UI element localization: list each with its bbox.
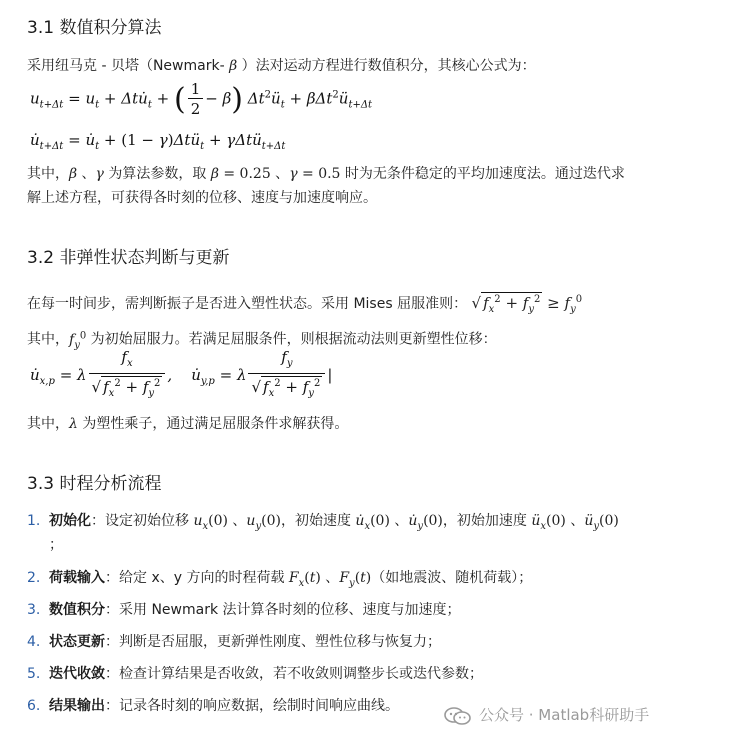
list-item: 1. 初始化：设定初始位移 $u_x(0)$ 、$u_y(0)$，初始速度 $u̇_x(0)$ 、$u̇_y(0)$，初始加速度 $ü_x(0)$ 、$ü_y(0)$ [27, 513, 619, 532]
wechat-icon [443, 706, 473, 726]
list-item-continuation: ； [49, 537, 63, 553]
section-title-3-1: 3.1 数值积分算法 [27, 18, 162, 38]
section-title-3-3: 3.3 时程分析流程 [27, 474, 162, 494]
sec32-explain-line2: 其中，λ 为塑性乘子，通过满足屈服条件求解获得。 [27, 416, 349, 432]
sec32-explain-line1: 其中，$f_y^0$ 为初始屈服力。若满足屈服条件，则根据流动法则更新塑性位移： [27, 330, 497, 351]
watermark [443, 704, 649, 726]
list-item: 2. 荷载输入：给定 x、y 方向的时程荷载 $F_x(t)$ 、$F_y(t)$（如地震波、随机荷载）； [27, 570, 533, 589]
list-item: 5. 迭代收敛：检查计算结果是否收敛，若不收敛则调整步长或迭代参数； [27, 666, 483, 682]
section-title-3-2: 3.2 非弹性状态判断与更新 [27, 248, 230, 268]
watermark-text: 公众号 · Matlab科研助手 [479, 706, 650, 724]
sec31-explain-line1: 其中，β 、γ 为算法参数，取 β = 0.25 、γ = 0.5 时为无条件稳定的平均加速度法。通过迭代求 [27, 166, 625, 182]
sec32-intro: 在每一时间步，需判断振子是否进入塑性状态。采用 Mises 屈服准则： √ $f_x^2 + f_y^2 \ge f_y^0$ [27, 294, 583, 315]
newmark-displacement-equation: $u_{t+\Delta t} = u_t$ + $\Delta tu̇_t$ + ( $\frac{1}{2}$ − β) $\Delta t^2ü_t$ + $\beta\Delta t^2ü_{t+\Delta t}$ [30, 80, 373, 118]
newmark-velocity-equation: $u̇_{t+\Delta t}$ = $u̇_t + (1$ − γ)Δtü$_t$ + γΔtü$_{t+\Delta t}$ [30, 131, 286, 152]
sec31-explain-line2: 解上述方程，可获得各时刻的位移、速度与加速度响应。 [27, 190, 377, 206]
sec31-intro: 采用纽马克 - 贝塔（Newmark- β ）法对运动方程进行数值积分，其核心公式为： [27, 58, 536, 74]
list-item: 3. 数值积分：采用 Newmark 法计算各时刻的位移、速度与加速度； [27, 602, 461, 618]
list-item: 6. 结果输出：记录各时刻的响应数据，绘制时间响应曲线。 [27, 698, 399, 714]
list-item: 4. 状态更新：判断是否屈服，更新弹性刚度、塑性位移与恢复力； [27, 634, 441, 650]
plastic-flow-equations: $u̇_{x,p} = \lambda$ $\frac{f_x}{√ f_x^2 + f_y^2}$ , $u̇_{y,p} = \lambda$ $\frac{f_y}{√ f_x^2 + f_y^2}$ | [30, 348, 333, 399]
